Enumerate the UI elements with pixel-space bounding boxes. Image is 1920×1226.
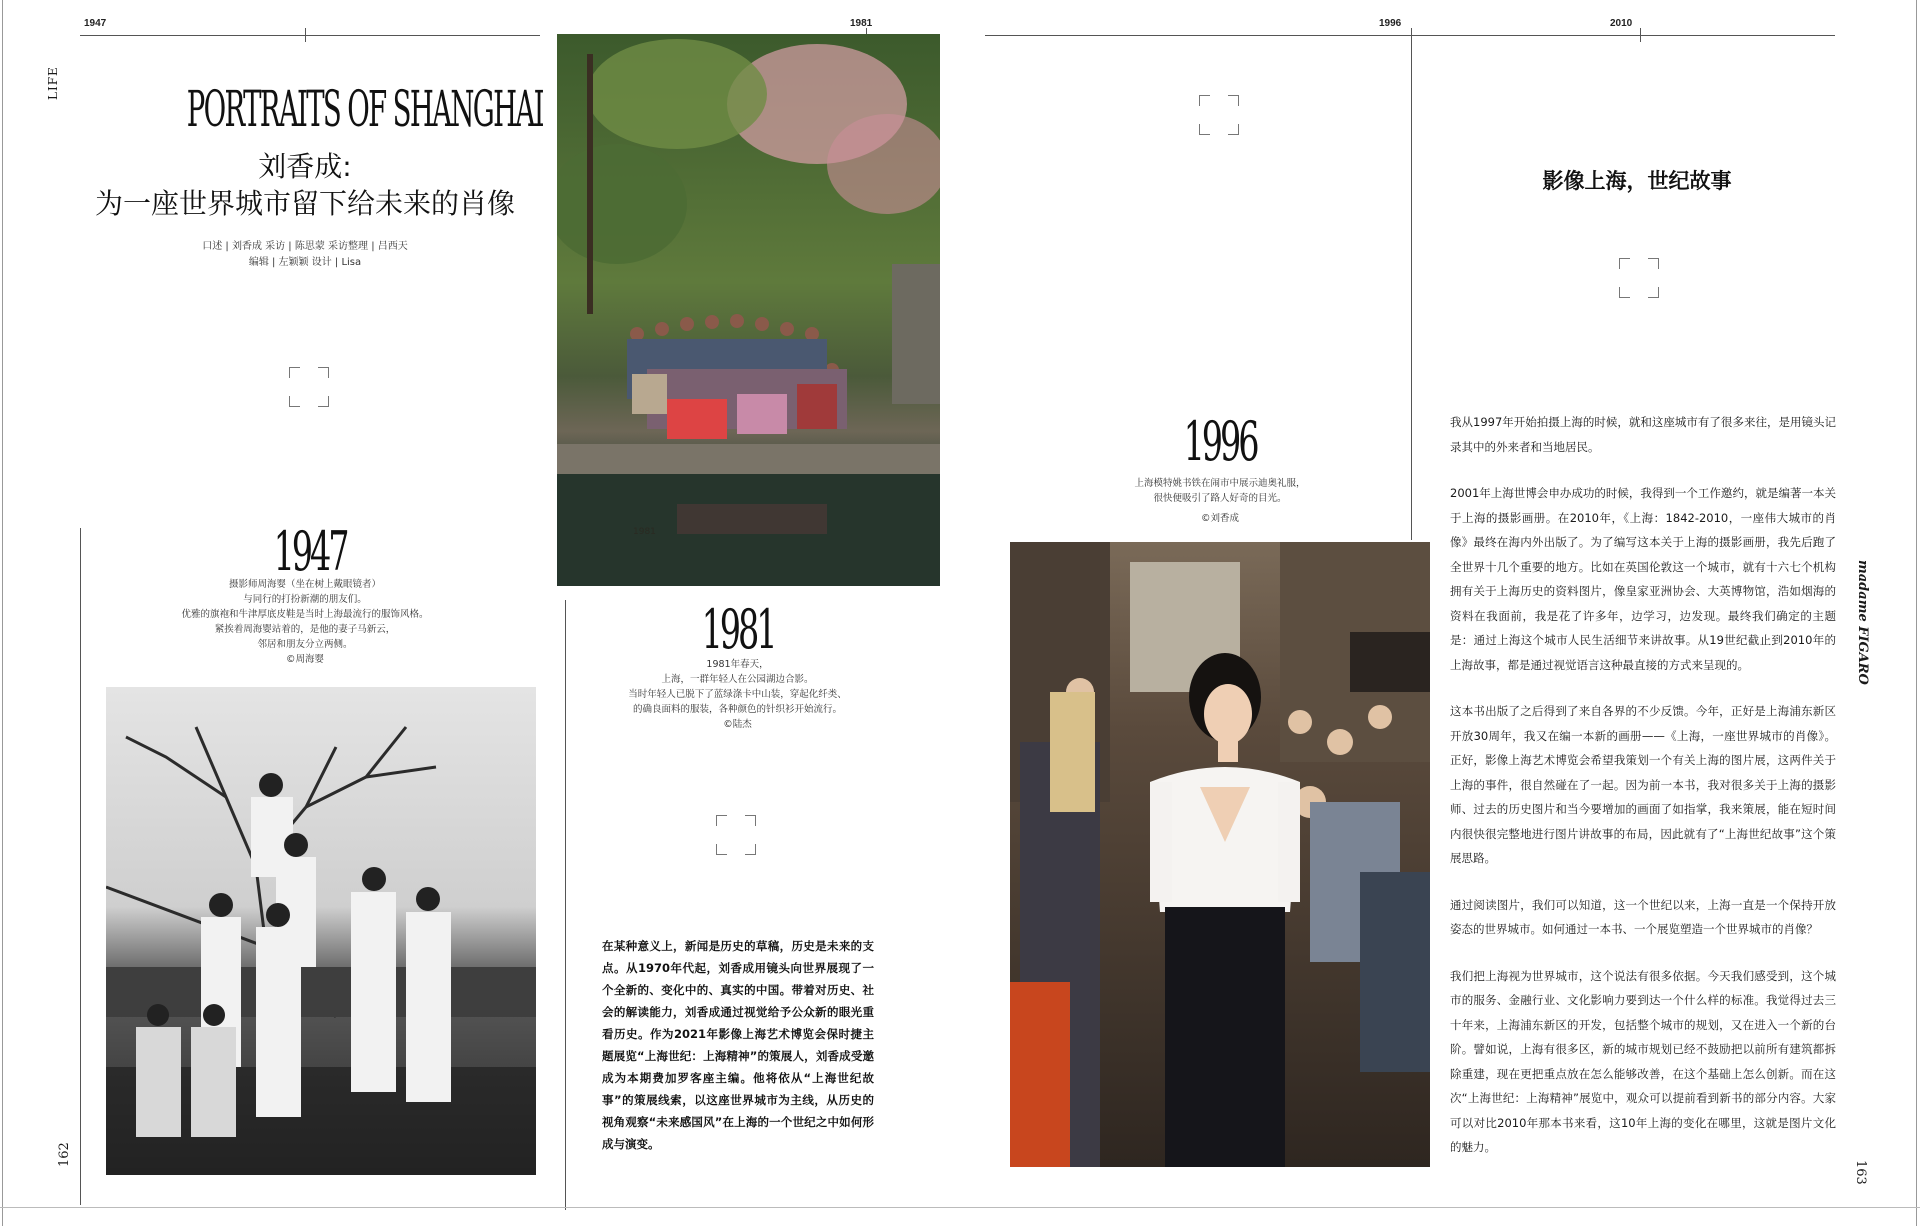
section-label: LIFE (46, 66, 60, 100)
bottom-rule (0, 1207, 1920, 1208)
article-paragraph: 我从1997年开始拍摄上海的时候，就和这座城市有了很多来往，是用镜头记录其中的外来者和当地居民。 (1450, 415, 1836, 454)
article-body (1450, 410, 1836, 1182)
photo-1947-friends-tree (106, 687, 536, 1175)
title-chinese-line2: 为一座世界城市留下给未来的肖像 (94, 187, 515, 220)
frame-corner-mark (1619, 258, 1659, 298)
page-number-left: 162 (57, 1142, 72, 1167)
timeline-tick-2010 (1640, 28, 1641, 42)
timeline-year-1981: 1981 (850, 18, 873, 29)
frame-corner-mark (716, 815, 756, 855)
photo-1996-model-street (1010, 542, 1430, 1167)
year-1981-heading: 1981 (701, 598, 775, 661)
timeline-rule-right (985, 35, 1835, 36)
timeline-year-2010: 2010 (1610, 18, 1633, 29)
article-paragraph: 这本书出版了之后得到了来自各界的不少反馈。今年，正好是上海浦东新区开放30周年，我又在编一本新的画册——《上海，一座世界城市的肖像》。正好，影像上海艺术博览会希望我策划一个有关上海的图片展，这两件关于上海的事件，很自然碰在了一起。因为前一本书，我对很多关于上海的摄影师、过去的历史图片和当今要增加的画面了如指掌，我来策展，能在短时间内很快很完整地进行图片讲故事的布局，因此就有了“上海世纪故事”这个策展思路。 (1450, 704, 1836, 865)
brand-label: madame FIGARO (1855, 560, 1870, 685)
timeline-tick-1947 (305, 28, 306, 42)
column-rule-left (80, 528, 81, 1205)
article-paragraph: 2001年上海世博会申办成功的时候，我得到一个工作邀约，就是编著一本关于上海的摄影画册。在2010年，《上海：1842-2010，一座伟大城市的肖像》最终在海内外出版了。为了编写这本关于上海的摄影画册，我先后跑了全世界十几个重要的地方。比如在英国伦敦这一个城市，就有十六七个机构拥有关于上海历史的资料图片，像皇家亚洲协会、大英博物馆，浩如烟海的资料在我面前，我是花了许多年，边学习，边发现。最终我们确定的主题是：通过上海这个城市人民生活细节来讲故事。从19世纪截止到2010年的上海故事，都是通过视觉语言这种最直接的方式来呈现的。 (1450, 486, 1836, 672)
credits-line1: 口述 | 刘香成 采访 | 陈思蒙 采访整理 | 吕西天 (202, 241, 408, 252)
year-1996-heading: 1996 (1183, 410, 1257, 473)
caption-1981: 1981年春天， 上海，一群年轻人在公园湖边合影。 当时年轻人已脱下了蓝绿涤卡中山装，穿起化纤类、 的确良面料的服装，各种颜色的针织衫开始流行。 ©陆杰 (628, 659, 847, 730)
caption-1996: 上海模特姚书铁在闹市中展示迪奥礼服， 很快便吸引了路人好奇的目光。 ©刘香成 (1134, 478, 1306, 524)
article-heading: 影像上海，世纪故事 (1542, 168, 1732, 193)
timeline-year-1947: 1947 (84, 18, 107, 29)
article-paragraph: 通过阅读图片，我们可以知道，这一个世纪以来，上海一直是一个保持开放姿态的世界城市。如何通过一本书、一个展览塑造一个世界城市的肖像？ (1450, 897, 1836, 936)
article-paragraph: 我们把上海视为世界城市，这个说法有很多依据。今天我们感受到，这个城市的服务、金融行业、文化影响力要到达一个什么样的标准。我觉得过去三十年来，上海浦东新区的开发，包括整个城市的规划，又在进入一个新的台阶。譬如说，上海有很多区，新的城市规划已经不鼓励把以前所有建筑都拆除重建，现在更把重点放在怎么能够改善，在这个基础上怎么创新。而在这次“上海世纪：上海精神”展览中，观众可以提前看到新书的部分内容。大家可以对比2010年那本书来看，这10年上海的变化在哪里，这就是图片文化的魅力。 (1450, 968, 1836, 1154)
timeline-rule-left (80, 35, 540, 36)
frame-corner-mark (289, 367, 329, 407)
spine-left (2, 0, 3, 1226)
title-chinese-line1: 刘香成: (258, 150, 352, 183)
photo-1981-date-mark: 1981 (633, 527, 656, 537)
intro-paragraph: 在某种意义上，新闻是历史的草稿，历史是未来的支点。从1970年代起，刘香成用镜头向世界展现了一个全新的、变化中的、真实的中国。带着对历史、社会的解读能力，刘香成通过视觉给予公众新的眼光重看历史。作为2021年影像上海艺术博览会保时捷主题展览“上海世纪：上海精神”的策展人，刘香成受邀成为本期费加罗客座主编。他将依从“上海世纪故事”的策展线索，以这座世界城市为主线，从历史的视角观察“未来感国风”在上海的一个世纪之中如何形成与演变。 (602, 939, 874, 1151)
caption-1947: 摄影师周海婴（坐在树上戴眼镜者） 与同行的打扮新潮的朋友们。 优雅的旗袍和牛津厚底皮鞋是当时上海最流行的服饰风格。 紧挨着周海婴站着的，是他的妻子马新云， 邻居和朋友分立两侧。 ©周海婴 (181, 579, 429, 665)
frame-corner-mark (1199, 95, 1239, 135)
photo-1981-group-lakeside (557, 34, 940, 586)
page-number-right: 163 (1853, 1160, 1868, 1185)
title-english: PORTRAITS OF SHANGHAI (186, 80, 543, 138)
timeline-year-1996: 1996 (1379, 18, 1402, 29)
column-rule-middle (565, 600, 566, 1210)
credits-line2: 编辑 | 左颖颖 设计 | Lisa (248, 257, 362, 268)
year-1947-heading: 1947 (273, 520, 347, 583)
spine-right (1916, 0, 1917, 1226)
column-rule-right (1411, 35, 1412, 540)
